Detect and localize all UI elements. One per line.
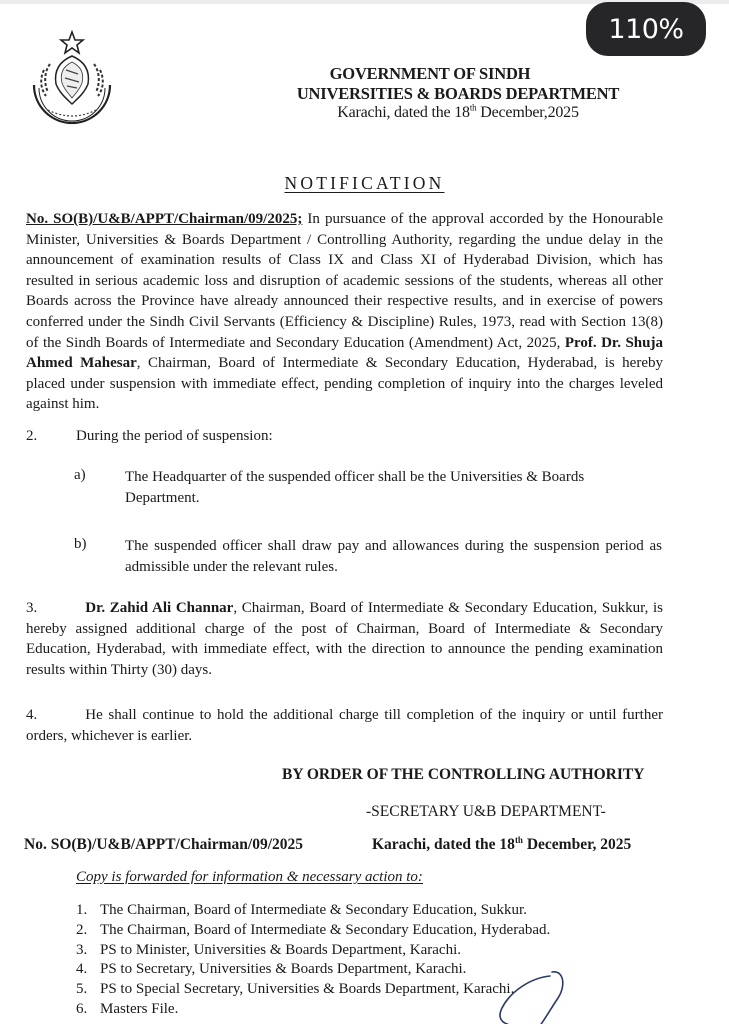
paragraph-3-number: 3. — [26, 600, 38, 616]
subitem-b-text: The suspended officer shall draw pay and allowances during the suspension period as admissible under the relevant rules. — [125, 538, 662, 575]
letterhead-dateline — [238, 104, 678, 122]
paragraph-4-text: He shall continue to hold the additional charge till completion of the inquiry or until further orders, whichever is earlier. — [26, 707, 663, 744]
sindh-emblem-icon — [22, 30, 122, 130]
paragraph-4 — [26, 705, 663, 746]
list-item — [76, 960, 550, 980]
endorsement-date — [372, 836, 631, 854]
paragraph-1 — [26, 209, 663, 415]
subitem-b-label: b) — [74, 536, 87, 552]
list-item-text: PS to Special Secretary, Universities & Boards Department, Karachi. — [100, 981, 515, 998]
list-item — [76, 980, 550, 1000]
paragraph-4-number: 4. — [26, 707, 38, 723]
list-item-text: The Chairman, Board of Intermediate & Secondary Education, Hyderabad. — [100, 921, 551, 938]
suspended-officer-name: Prof. Dr. Shuja Ahmed Mahesar — [26, 334, 663, 372]
letterhead-department: UNIVERSITIES & BOARDS DEPARTMENT — [296, 84, 620, 103]
list-item-number: 5. — [76, 981, 88, 998]
endorsement-date-text: Karachi, dated the 18 — [372, 836, 515, 853]
signature-stroke-icon — [490, 968, 580, 1024]
list-item-number: 1. — [76, 902, 88, 918]
list-item — [76, 901, 550, 921]
list-item-text: The Chairman, Board of Intermediate & Secondary Education, Sukkur. — [100, 902, 527, 918]
list-item — [76, 921, 550, 941]
paragraph-3 — [26, 598, 663, 680]
endorsement-date-ordinal: th — [514, 834, 523, 845]
additional-charge-officer-name: Dr. Zahid Ali Channar — [85, 600, 234, 616]
dateline-text: Karachi, dated the 18 — [337, 104, 470, 121]
list-item-number: 6. — [76, 1000, 88, 1017]
list-item — [76, 1000, 550, 1020]
list-item-number: 3. — [76, 941, 88, 958]
notification-title-text: NOTIFICATION — [284, 173, 445, 193]
subitem-a-text: The Headquarter of the suspended officer shall be the Universities & Boards Department. — [125, 469, 585, 506]
list-item-text: Masters File. — [100, 1000, 179, 1017]
paragraph-1-text: In pursuance of the approval accorded by the Honourable Minister, Universities & Boards Department / Controlling Authority, regarding the undue delay in the announcement of examination results of Class IX and Class XI of Hyderabad Division, which has resulted in serious academic loss and disruption of academic sessions of the students, whereas all other Boards across the Province have already announced their respective results, and in exercise of powers conferred under the Sindh Civil Servants (Efficiency & Discipline) Rules, 1973, read with Section 13(8) of the Sindh Boards of Intermediate and Secondary Education (Amendment) Act, 2025, — [26, 211, 663, 351]
paragraph-3-text: , Chairman, Board of Intermediate & Secondary Education, Sukkur, is hereby assigned additional charge of the post of Chairman, Board of Intermediate & Secondary Education, Hyderabad, with immediate effect, with the direction to announce the pending examination results within Thirty (30) days. — [26, 600, 663, 678]
list-item-number: 4. — [76, 961, 88, 978]
subitem-a-label: a) — [74, 467, 86, 483]
paragraph-2-text: During the period of suspension: — [76, 428, 273, 444]
signatory-title: -SECRETARY U&B DEPARTMENT- — [366, 803, 606, 820]
list-item — [76, 941, 550, 961]
paragraph-2-number: 2. — [26, 428, 38, 444]
by-order-line: BY ORDER OF THE CONTROLLING AUTHORITY — [282, 766, 645, 783]
letterhead-government: GOVERNMENT OF SINDH — [329, 64, 531, 83]
zoom-level-indicator: 110% — [586, 2, 706, 56]
list-item-number: 2. — [76, 921, 88, 938]
paragraph-1-text-cont: , Chairman, Board of Intermediate & Secondary Education, Hyderabad, is hereby placed under suspension with immediate effect, pending completion of inquiry into the charges leveled against him. — [26, 355, 663, 413]
dateline-ordinal: th — [469, 102, 477, 113]
dateline-month-year: December,2025 — [476, 104, 579, 121]
list-item-text: PS to Minister, Universities & Boards Department, Karachi. — [100, 941, 462, 958]
endorsement-date-month-year: December, 2025 — [522, 836, 632, 853]
notification-reference: No. SO(B)/U&B/APPT/Chairman/09/2025; — [26, 211, 303, 227]
list-item-text: PS to Secretary, Universities & Boards Department, Karachi. — [100, 961, 467, 978]
notification-title — [0, 173, 729, 194]
copy-forwarded-heading: Copy is forwarded for information & necessary action to: — [76, 869, 423, 885]
recipients-list — [76, 901, 550, 1020]
endorsement-reference: No. SO(B)/U&B/APPT/Chairman/09/2025 — [24, 836, 304, 853]
